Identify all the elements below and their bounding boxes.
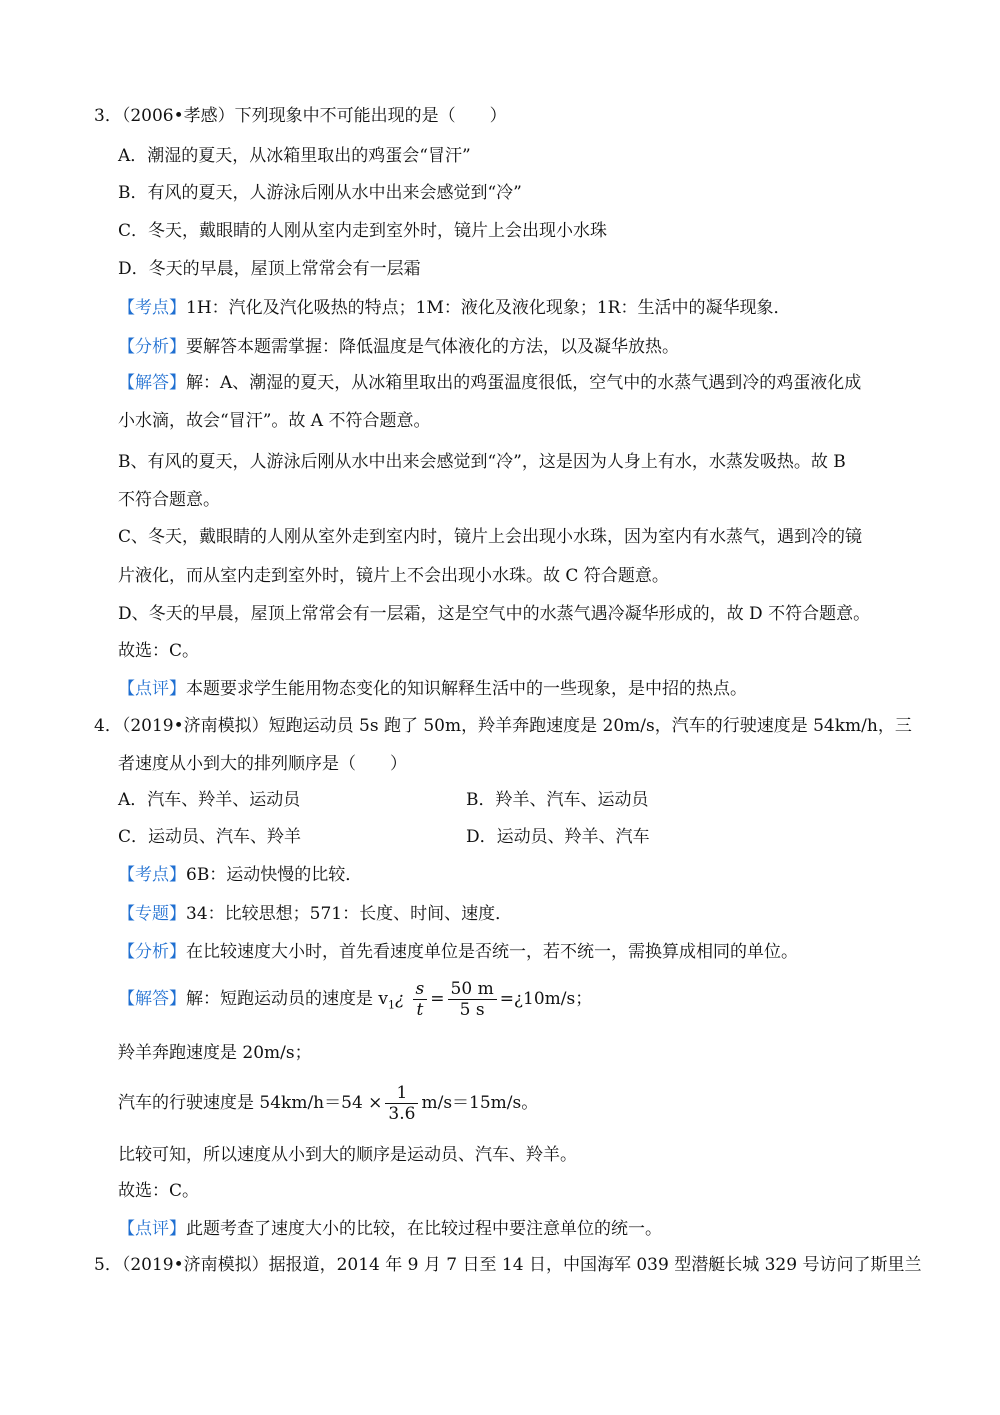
q3-stem: 3．（2006•孝感）下列现象中不可能出现的是（ ） xyxy=(94,106,507,126)
q5-stem: 5．（2019•济南模拟）据报道，2014 年 9 月 7 日至 14 日，中国海军 039 型潜艇长城 329 号访问了斯里兰 xyxy=(94,1255,922,1275)
fraction-1-over-3-6 xyxy=(385,1083,418,1124)
kaodian-label: 【考点】 xyxy=(118,298,186,318)
equals-sign: = xyxy=(430,989,445,1009)
kaodian-text: 6B：运动快慢的比较． xyxy=(186,865,363,885)
q3-option-c: C．冬天，戴眼睛的人刚从室内走到室外时，镜片上会出现小水珠 xyxy=(118,221,608,241)
q3-jieda-line-4: 不符合题意。 xyxy=(118,490,220,510)
line3-text: 汽车的行驶速度是 54km/h＝54 × xyxy=(118,1093,383,1113)
q3-option-a: A．潮湿的夏天，从冰箱里取出的鸡蛋会“冒汗” xyxy=(118,146,471,166)
q3-jieda-line-3: B、有风的夏天，人游泳后刚从水中出来会感觉到“冷”，这是因为人身上有水，水蒸发吸热。故 B xyxy=(118,452,846,472)
v-subscript: 1 xyxy=(388,998,396,1012)
fenxi-text: 在比较速度大小时，首先看速度单位是否统一，若不统一，需换算成相同的单位。 xyxy=(186,942,798,962)
jieda-text: 解：短跑运动员的速度是 v xyxy=(186,989,389,1009)
fenxi-label: 【分析】 xyxy=(118,942,186,962)
q3-option-d: D．冬天的早晨，屋顶上常常会有一层霜 xyxy=(118,259,421,279)
kaodian-text: 1H：汽化及汽化吸热的特点；1M：液化及液化现象；1R：生活中的凝华现象． xyxy=(186,298,791,318)
q4-jieda xyxy=(118,976,592,1028)
fraction-s-over-t xyxy=(413,979,428,1020)
q4-dianping xyxy=(118,1218,662,1240)
q3-jieda-line-6: 片液化，而从室内走到室外时，镜片上不会出现小水珠。故 C 符合题意。 xyxy=(118,566,669,586)
dianping-text: 此题考查了速度大小的比较，在比较过程中要注意单位的统一。 xyxy=(186,1219,662,1239)
q4-stem: 4．（2019•济南模拟）短跑运动员 5s 跑了 50m，羚羊奔跑速度是 20m/s，汽车的行驶速度是 54km/h，三 xyxy=(94,716,912,736)
q4-option-d: D．运动员、羚羊、汽车 xyxy=(466,827,650,847)
garbled-char: ¿ xyxy=(395,989,405,1009)
q4-option-b: B．羚羊、汽车、运动员 xyxy=(466,790,649,810)
q4-jieda-line-2: 羚羊奔跑速度是 20m/s； xyxy=(118,1043,312,1063)
zhuanti-text: 34：比较思想；571：长度、时间、速度． xyxy=(186,904,513,924)
fenxi-text: 要解答本题需掌握：降低温度是气体液化的方法，以及凝华放热。 xyxy=(186,337,679,357)
fraction-denominator: 5 s xyxy=(459,1000,485,1020)
q4-zhuanti xyxy=(118,903,512,925)
jieda-label: 【解答】 xyxy=(118,989,186,1009)
q3-dianping xyxy=(118,678,747,700)
q4-option-a: A．汽车、羚羊、运动员 xyxy=(118,790,301,810)
jieda-text: 解：A、潮湿的夏天，从冰箱里取出的鸡蛋温度很低，空气中的水蒸气遇到冷的鸡蛋液化成 xyxy=(186,373,862,393)
q3-fenxi xyxy=(118,336,679,358)
q3-kaodian xyxy=(118,297,790,319)
fraction-denominator: 3.6 xyxy=(388,1104,416,1124)
fraction-numerator: 50 m xyxy=(448,979,497,1000)
fraction-numerator: 1 xyxy=(385,1083,418,1104)
q4-fenxi xyxy=(118,941,798,963)
q4-jieda-line-4: 比较可知，所以速度从小到大的顺序是运动员、汽车、羚羊。 xyxy=(118,1145,577,1165)
q4-jieda-line-3 xyxy=(118,1080,538,1126)
jieda-label: 【解答】 xyxy=(118,373,186,393)
dianping-label: 【点评】 xyxy=(118,679,186,699)
q4-kaodian xyxy=(118,864,362,886)
q3-jieda-line-5: C、冬天，戴眼睛的人刚从室外走到室内时，镜片上会出现小水珠，因为室内有水蒸气，遇到冷的镜 xyxy=(118,527,863,547)
q4-stem-line-2: 者速度从小到大的排列顺序是（ ） xyxy=(118,754,407,774)
fraction-numerator: s xyxy=(413,979,428,1000)
q3-jieda-line-2: 小水滴，故会“冒汗”。故 A 不符合题意。 xyxy=(118,411,431,431)
fenxi-label: 【分析】 xyxy=(118,337,186,357)
q3-option-b: B．有风的夏天，人游泳后刚从水中出来会感觉到“冷” xyxy=(118,183,522,203)
q3-answer: 故选：C。 xyxy=(118,641,200,661)
jieda-result: =¿10m/s； xyxy=(499,989,593,1009)
fraction-denominator: t xyxy=(416,1000,424,1020)
q3-jieda-line-7: D、冬天的早晨，屋顶上常常会有一层霜，这是空气中的水蒸气遇冷凝华形成的，故 D 不符合题意。 xyxy=(118,604,871,624)
q4-option-c: C．运动员、汽车、羚羊 xyxy=(118,827,302,847)
line3-result: m/s＝15m/s。 xyxy=(421,1093,539,1113)
dianping-text: 本题要求学生能用物态变化的知识解释生活中的一些现象，是中招的热点。 xyxy=(186,679,747,699)
dianping-label: 【点评】 xyxy=(118,1219,186,1239)
zhuanti-label: 【专题】 xyxy=(118,904,186,924)
kaodian-label: 【考点】 xyxy=(118,865,186,885)
q3-jieda xyxy=(118,372,861,394)
q4-answer: 故选：C。 xyxy=(118,1181,200,1201)
fraction-50m-over-5s xyxy=(448,979,497,1020)
